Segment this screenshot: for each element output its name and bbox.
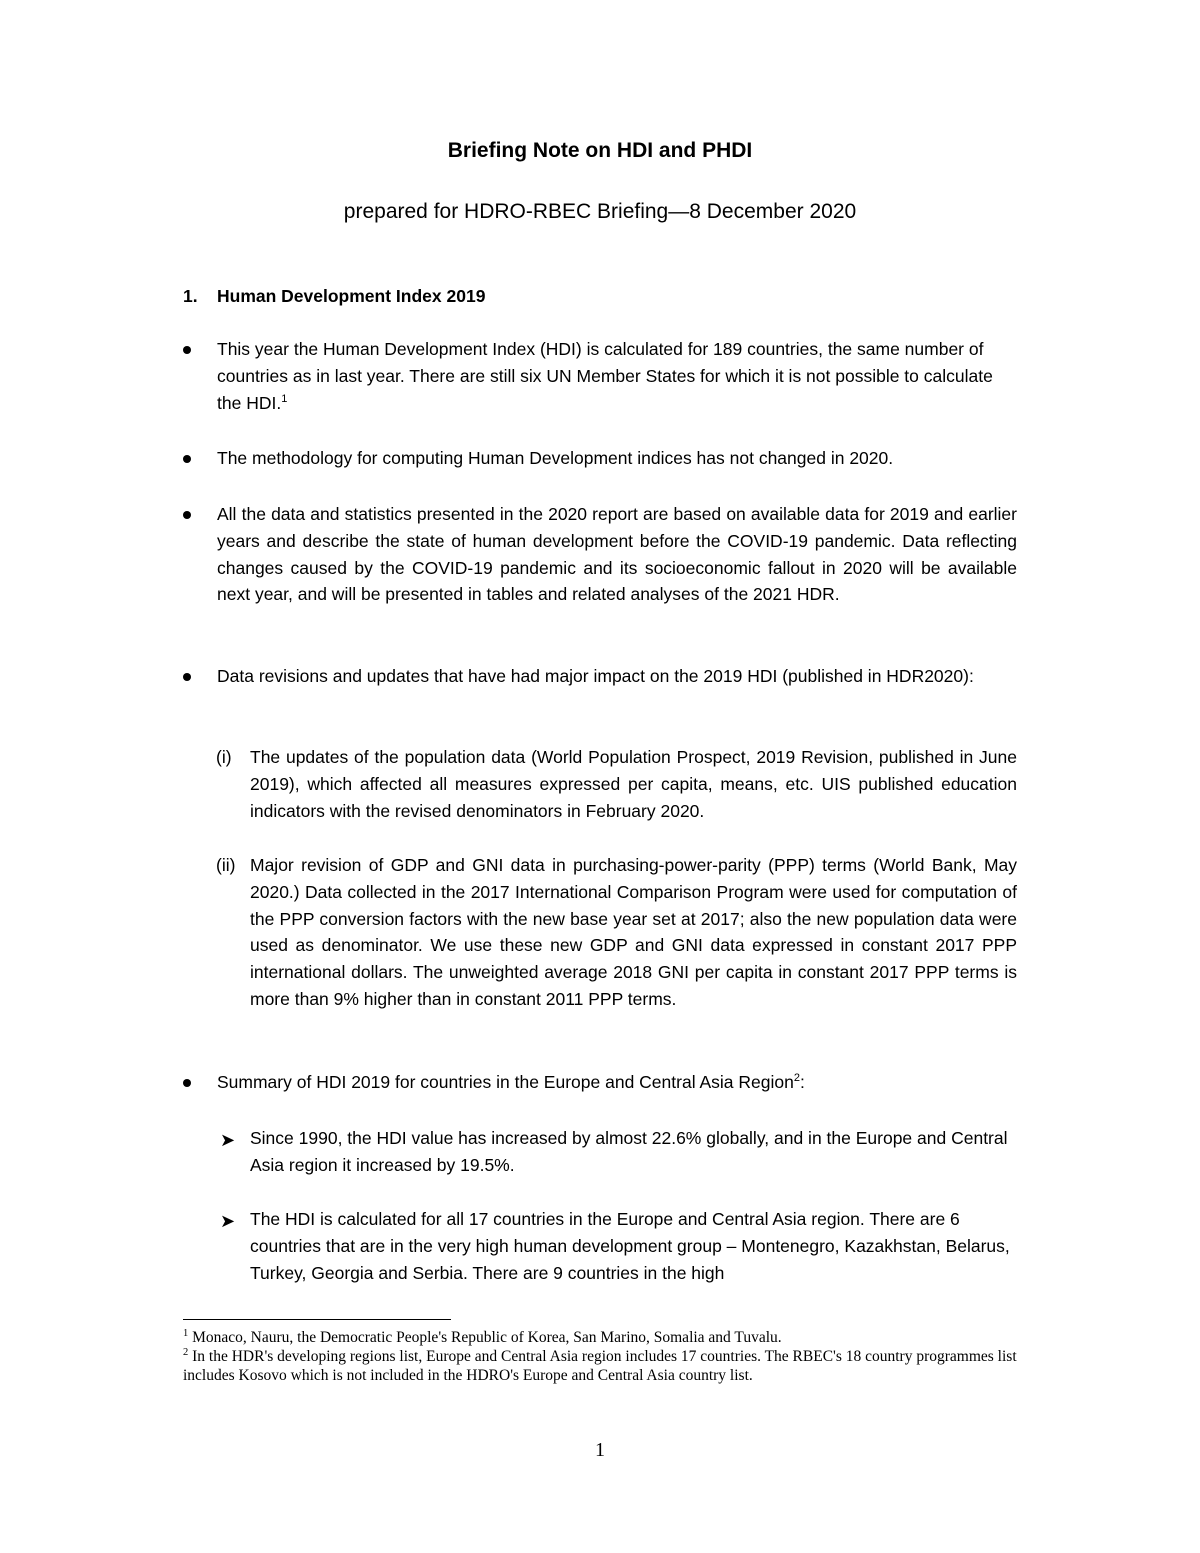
document-title: Briefing Note on HDI and PHDI <box>447 139 753 162</box>
bullet-item <box>217 501 1017 608</box>
footnote-text: In the HDR's developing regions list, Europe and Central Asia region includes 17 countries. The RBEC's 18 country programmes list includes Kosovo which is not included in the HDRO's Europe and Central Asia country list. <box>183 1348 1017 1384</box>
section-number: 1. <box>183 286 198 306</box>
bullet-dot-icon <box>183 673 191 681</box>
bullet-text: Data revisions and updates that have had major impact on the 2019 HDI (published in HDR2020): <box>217 666 974 686</box>
bullet-suffix: : <box>799 1072 805 1092</box>
arrow-bullet-icon: ➤ <box>220 1211 236 1231</box>
bullet-dot-icon <box>183 511 191 519</box>
footnote <box>183 1347 1018 1385</box>
bullet-text: The methodology for computing Human Development indices has not changed in 2020. <box>217 448 894 468</box>
sub-item <box>216 744 1017 824</box>
bullet-item <box>217 1069 1017 1096</box>
bullet-dot-icon <box>183 346 191 354</box>
sub-item-label: (i) <box>216 747 232 767</box>
sub-item <box>216 852 1017 1013</box>
bullet-dot-icon <box>183 1079 191 1087</box>
page-number: 1 <box>595 1439 605 1461</box>
sub-item-text: The HDI is calculated for all 17 countries in the Europe and Central Asia region. There are 6 countries that are in the very high human development group – Montenegro, Kazakhstan, Belarus, Turkey, Georgia and Serbia. There are 9 countries in the high <box>250 1209 1010 1283</box>
sub-item-text: The updates of the population data (World Population Prospect, 2019 Revision, published in June 2019), which affected all measures expressed per capita, means, etc. UIS published education indicators with the revised denominators in February 2020. <box>250 747 1017 821</box>
bullet-item <box>217 663 1017 690</box>
footnotes <box>183 1328 1018 1385</box>
footnote <box>183 1328 1018 1347</box>
document-subtitle: prepared for HDRO-RBEC Briefing—8 December 2020 <box>343 200 857 223</box>
sub-item-label: (ii) <box>216 855 236 875</box>
section-heading <box>183 283 485 310</box>
bullet-item <box>217 336 1017 416</box>
sub-item <box>220 1125 1017 1179</box>
footnote-ref: 1 <box>281 392 288 405</box>
footnote-text: Monaco, Nauru, the Democratic People's Republic of Korea, San Marino, Somalia and Tuvalu. <box>192 1329 782 1346</box>
bullet-text: This year the Human Development Index (HDI) is calculated for 189 countries, the same number of countries as in last year. There are still six UN Member States for which it is not possible to calculate the HDI. <box>217 339 993 413</box>
footnote-ref: 2 <box>793 1072 800 1085</box>
sub-item-text: Major revision of GDP and GNI data in purchasing-power-parity (PPP) terms (World Bank, May 2020.) Data collected in the 2017 International Comparison Program were used for computation of the PPP conversion factors with the new base year set at 2017; also the new population data were used as denominator. We use these new GDP and GNI data expressed in constant 2017 PPP international dollars. The unweighted average 2018 GNI per capita in constant 2017 PPP terms is more than 9% higher than in constant 2011 PPP terms. <box>250 855 1017 1009</box>
footnote-number: 2 <box>183 1346 189 1358</box>
sub-item-text: Since 1990, the HDI value has increased by almost 22.6% globally, and in the Europe and Central Asia region it increased by 19.5%. <box>250 1128 1008 1175</box>
bullet-dot-icon <box>183 455 191 463</box>
bullet-item <box>217 445 1017 472</box>
bullet-text: All the data and statistics presented in the 2020 report are based on available data for 2019 and earlier years and describe the state of human development before the COVID-19 pandemic. Data reflecting changes caused by the COVID-19 pandemic and its socioeconomic fallout in 2020 will be available next year, and will be presented in tables and related analyses of the 2021 HDR. <box>217 504 1017 605</box>
sub-item <box>220 1206 1017 1286</box>
section-title: Human Development Index 2019 <box>217 286 486 306</box>
bullet-text: Summary of HDI 2019 for countries in the Europe and Central Asia Region <box>217 1072 794 1092</box>
footnote-number: 1 <box>183 1327 189 1339</box>
footnote-separator <box>183 1319 451 1320</box>
arrow-bullet-icon: ➤ <box>220 1130 236 1150</box>
